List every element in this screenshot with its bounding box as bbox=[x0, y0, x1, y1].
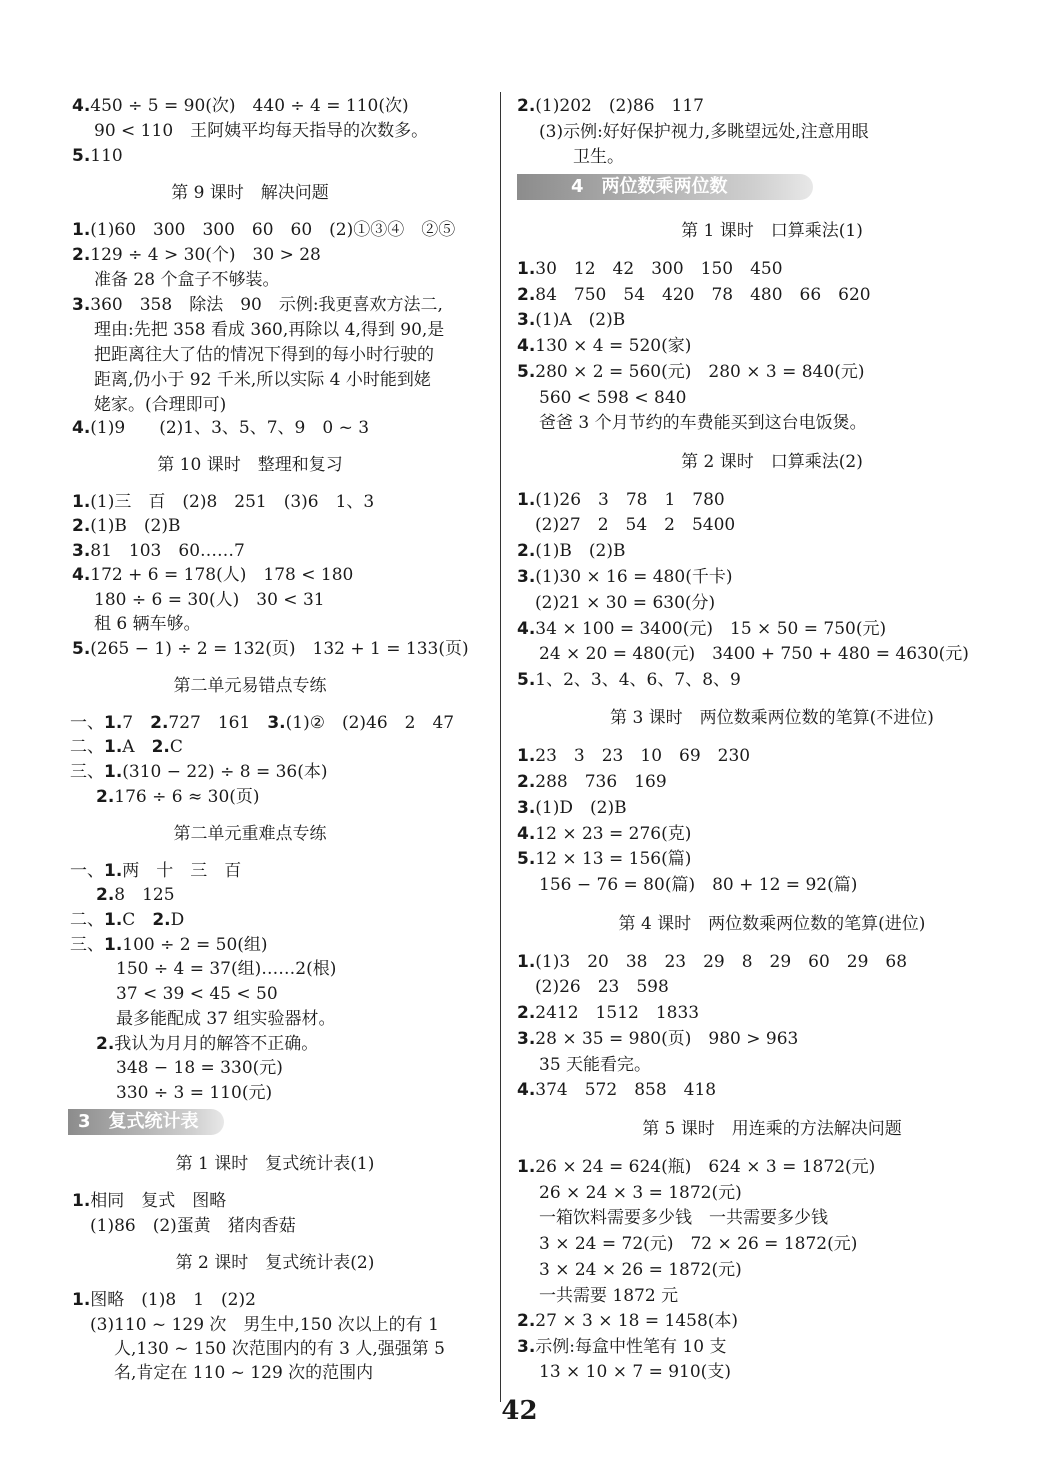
answer-line: 一箱饮料需要多少钱 一共需要多少钱 bbox=[539, 1208, 828, 1228]
answer-line: 1.(1)26 3 78 1 780 bbox=[517, 490, 725, 510]
answer-line: 13 × 10 × 7 = 910(支) bbox=[539, 1362, 731, 1382]
answer-line: 1.26 × 24 = 624(瓶) 624 × 3 = 1872(元) bbox=[517, 1157, 876, 1177]
answer-line: (2)26 23 598 bbox=[535, 977, 669, 997]
answer-line: 4.450 ÷ 5 = 90(次) 440 ÷ 4 = 110(次) bbox=[72, 96, 409, 116]
answer-line: 4.12 × 23 = 276(克) bbox=[517, 824, 692, 844]
answer-line: 2.176 ÷ 6 ≈ 30(页) bbox=[96, 787, 260, 807]
answer-line: 180 ÷ 6 = 30(人) 30 < 31 bbox=[94, 590, 325, 610]
answer-line: 距离,仍小于 92 千米,所以实际 4 小时能到姥 bbox=[94, 370, 431, 390]
answer-line: 3.(1)A (2)B bbox=[517, 310, 626, 330]
answer-line: 3.(1)D (2)B bbox=[517, 798, 627, 818]
section-heading: 第 3 课时 两位数乘两位数的笔算(不进位) bbox=[610, 708, 934, 728]
answer-line: 2.(1)202 (2)86 117 bbox=[517, 96, 704, 116]
answer-line: 5.12 × 13 = 156(篇) bbox=[517, 849, 692, 869]
section-heading: 第 1 课时 复式统计表(1) bbox=[175, 1154, 375, 1174]
answer-line: 一、1.7 2.727 161 3.(1)② (2)46 2 47 bbox=[70, 713, 455, 733]
answer-line: 4.34 × 100 = 3400(元) 15 × 50 = 750(元) bbox=[517, 619, 887, 639]
answer-line: 4.(1)9 (2)1、3、5、7、9 0 ~ 3 bbox=[72, 418, 370, 438]
answer-line: 3 × 24 × 26 = 1872(元) bbox=[539, 1260, 742, 1280]
answer-line: 2.8 125 bbox=[96, 885, 175, 905]
answer-line: 1.(1)3 20 38 23 29 8 29 60 29 68 bbox=[517, 952, 908, 972]
answer-line: 24 × 20 = 480(元) 3400 + 750 + 480 = 4630(元) bbox=[539, 644, 969, 664]
answer-line: (3)示例:好好保护视力,多眺望远处,注意用眼 bbox=[539, 122, 869, 142]
answer-line: 把距离往大了估的情况下得到的每小时行驶的 bbox=[94, 345, 434, 365]
answer-line: 2.我认为月月的解答不正确。 bbox=[96, 1034, 319, 1054]
answer-line: 理由:先把 358 看成 360,再除以 4,得到 90,是 bbox=[94, 320, 445, 340]
answer-line: 2.129 ÷ 4 > 30(个) 30 > 28 bbox=[72, 245, 321, 265]
answer-line: 人,130 ~ 150 次范围内的有 3 人,强强第 5 bbox=[114, 1339, 446, 1359]
answer-line: 2.2412 1512 1833 bbox=[517, 1003, 700, 1023]
answer-line: 5.280 × 2 = 560(元) 280 × 3 = 840(元) bbox=[517, 362, 865, 382]
answer-line: 3.360 358 除法 90 示例:我更喜欢方法二, bbox=[72, 295, 443, 315]
answer-line: 150 ÷ 4 = 37(组)……2(根) bbox=[116, 959, 337, 979]
answer-line: 2.288 736 169 bbox=[517, 772, 667, 792]
section-heading: 第 4 课时 两位数乘两位数的笔算(进位) bbox=[618, 914, 926, 934]
section-heading: 第 2 课时 口算乘法(2) bbox=[681, 452, 863, 472]
section-heading: 第 2 课时 复式统计表(2) bbox=[175, 1253, 375, 1273]
answer-line: 26 × 24 × 3 = 1872(元) bbox=[539, 1183, 742, 1203]
answer-line: 卫生。 bbox=[573, 147, 624, 167]
answer-line: 2.84 750 54 420 78 480 66 620 bbox=[517, 285, 871, 305]
section-heading: 第 10 课时 整理和复习 bbox=[157, 455, 343, 475]
answer-line: 三、1.(310 − 22) ÷ 8 = 36(本) bbox=[70, 762, 328, 782]
answer-line: 姥家。(合理即可) bbox=[94, 395, 227, 415]
answer-line: 二、1.A 2.C bbox=[70, 737, 183, 757]
answer-line: (3)110 ~ 129 次 男生中,150 次以上的有 1 bbox=[90, 1315, 439, 1335]
answer-line: 156 − 76 = 80(篇) 80 + 12 = 92(篇) bbox=[539, 875, 858, 895]
answer-line: 1.相同 复式 图略 bbox=[72, 1191, 227, 1211]
answer-line: 3 × 24 = 72(元) 72 × 26 = 1872(元) bbox=[539, 1234, 858, 1254]
answer-line: 2.(1)B (2)B bbox=[517, 541, 626, 561]
column-divider bbox=[500, 92, 501, 1402]
answer-line: 4.172 + 6 = 178(人) 178 < 180 bbox=[72, 565, 354, 585]
answer-line: 准备 28 个盒子不够装。 bbox=[94, 270, 280, 290]
answer-line: 名,肯定在 110 ~ 129 次的范围内 bbox=[114, 1363, 374, 1383]
answer-line: 1.(1)60 300 300 60 60 (2)①③④ ②⑤ bbox=[72, 220, 456, 240]
answer-line: 1.图略 (1)8 1 (2)2 bbox=[72, 1290, 256, 1310]
section-heading: 第二单元易错点专练 bbox=[173, 676, 327, 696]
section-heading: 第 1 课时 口算乘法(1) bbox=[681, 221, 863, 241]
answer-line: 37 < 39 < 45 < 50 bbox=[116, 984, 278, 1004]
unit-banner-3: 3 复式统计表 bbox=[68, 1109, 224, 1135]
answer-line: 1.30 12 42 300 150 450 bbox=[517, 259, 783, 279]
answer-line: 3.示例:每盒中性笔有 10 支 bbox=[517, 1337, 727, 1357]
answer-line: 330 ÷ 3 = 110(元) bbox=[116, 1083, 273, 1103]
answer-line: 1.23 3 23 10 69 230 bbox=[517, 746, 751, 766]
answer-line: 5.110 bbox=[72, 146, 123, 166]
answer-line: 5.(265 − 1) ÷ 2 = 132(页) 132 + 1 = 133(页) bbox=[72, 639, 469, 659]
unit-banner-4: 4 两位数乘两位数 bbox=[517, 174, 813, 200]
answer-line: 348 − 18 = 330(元) bbox=[116, 1058, 283, 1078]
answer-line: (2)21 × 30 = 630(分) bbox=[535, 593, 716, 613]
answer-line: (1)86 (2)蛋黄 猪肉香菇 bbox=[90, 1216, 296, 1236]
section-heading: 第 9 课时 解决问题 bbox=[171, 183, 329, 203]
answer-line: 3.(1)30 × 16 = 480(千卡) bbox=[517, 567, 733, 587]
answer-line: 一、1.两 十 三 百 bbox=[70, 861, 242, 881]
answer-line: 一共需要 1872 元 bbox=[539, 1286, 679, 1306]
section-heading: 第二单元重难点专练 bbox=[173, 824, 327, 844]
answer-line: 二、1.C 2.D bbox=[70, 910, 185, 930]
answer-line: 3.28 × 35 = 980(页) 980 > 963 bbox=[517, 1029, 799, 1049]
section-heading: 第 5 课时 用连乘的方法解决问题 bbox=[642, 1119, 902, 1139]
answer-line: 90 < 110 王阿姨平均每天指导的次数多。 bbox=[94, 121, 429, 141]
answer-line: 3.81 103 60……7 bbox=[72, 541, 245, 561]
answer-line: 5.1、2、3、4、6、7、8、9 bbox=[517, 670, 741, 690]
answer-line: 35 天能看完。 bbox=[539, 1055, 652, 1075]
answer-line: 4.374 572 858 418 bbox=[517, 1080, 717, 1100]
answer-line: 4.130 × 4 = 520(家) bbox=[517, 336, 692, 356]
answer-line: 2.(1)B (2)B bbox=[72, 516, 181, 536]
answer-line: 租 6 辆车够。 bbox=[94, 614, 201, 634]
answer-line: 最多能配成 37 组实验器材。 bbox=[116, 1009, 336, 1029]
answer-line: 1.(1)三 百 (2)8 251 (3)6 1、3 bbox=[72, 492, 375, 512]
answer-line: 三、1.100 ÷ 2 = 50(组) bbox=[70, 935, 268, 955]
answer-line: 560 < 598 < 840 bbox=[539, 388, 687, 408]
answer-line: 2.27 × 3 × 18 = 1458(本) bbox=[517, 1311, 739, 1331]
page-number: 42 bbox=[501, 1396, 538, 1426]
answer-line: 爸爸 3 个月节约的车费能买到这台电饭煲。 bbox=[539, 413, 867, 433]
answer-line: (2)27 2 54 2 5400 bbox=[535, 515, 736, 535]
